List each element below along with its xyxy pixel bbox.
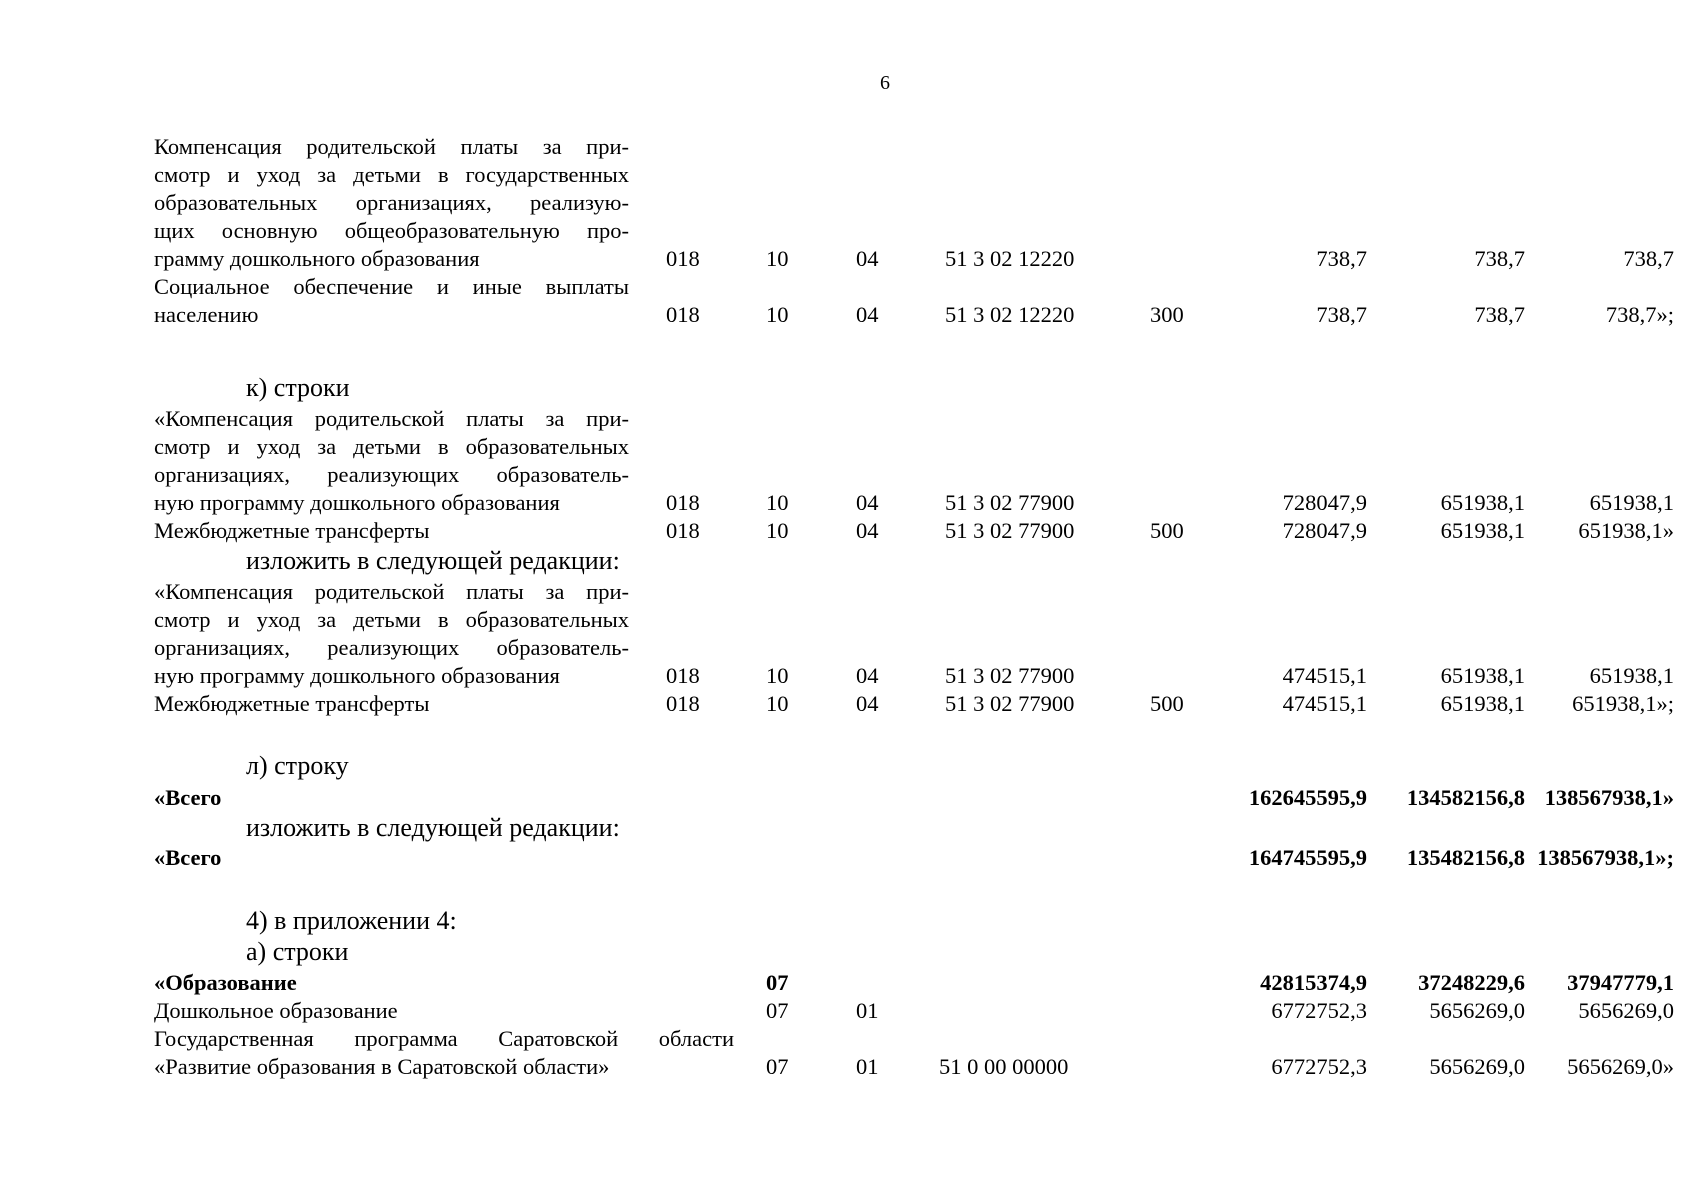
amount-year-2: 5656269,0 — [1429, 998, 1525, 1023]
amount-year-3: 5656269,0 — [1578, 998, 1674, 1023]
total-year-1: 164745595,9 — [1248, 845, 1367, 870]
table-row — [154, 1053, 1674, 1081]
row-name: организациях, реализующих образователь- — [154, 635, 629, 660]
subsection-heading: а) строки — [246, 937, 349, 966]
target-article-code: 51 3 02 77900 — [945, 490, 1075, 515]
section-heading: л) строку — [246, 751, 349, 780]
ved-code: 018 — [666, 246, 700, 271]
subsection-code: 04 — [856, 490, 879, 515]
amount-year-2: 651938,1 — [1440, 518, 1525, 543]
table-row — [154, 489, 1674, 517]
total-row — [154, 784, 1674, 812]
table-row — [154, 997, 1674, 1025]
table-row — [154, 662, 1674, 690]
subsection-code: 04 — [856, 246, 879, 271]
row-name: грамму дошкольного образования — [154, 246, 480, 271]
amount-year-3: 651938,1» — [1578, 518, 1674, 543]
amount-year-2: 37248229,6 — [1418, 970, 1525, 995]
amount-year-2: 651938,1 — [1440, 490, 1525, 515]
amount-year-3: 651938,1»; — [1572, 691, 1674, 716]
table-row — [154, 433, 1674, 461]
target-article-code: 51 3 02 12220 — [945, 302, 1075, 327]
table-row — [154, 273, 1674, 301]
table-row — [154, 690, 1674, 718]
table-row — [154, 578, 1674, 606]
amount-year-3: 5656269,0» — [1567, 1054, 1674, 1079]
amount-year-1: 728047,9 — [1282, 518, 1367, 543]
ved-code: 018 — [666, 691, 700, 716]
row-name: ную программу дошкольного образования — [154, 490, 560, 515]
target-article-code: 51 3 02 12220 — [945, 246, 1075, 271]
target-article-code: 51 0 00 00000 — [939, 1054, 1069, 1079]
section-heading: к) строки — [246, 373, 350, 402]
section-code: 10 — [766, 246, 789, 271]
total-row — [154, 844, 1674, 872]
target-article-code: 51 3 02 77900 — [945, 518, 1075, 543]
amount-year-1: 6772752,3 — [1271, 998, 1367, 1023]
ved-code: 018 — [666, 518, 700, 543]
subsection-code: 04 — [856, 518, 879, 543]
amount-year-2: 738,7 — [1474, 302, 1525, 327]
subsection-code: 01 — [856, 1054, 879, 1079]
table-row — [154, 217, 1674, 245]
section-code: 07 — [766, 998, 789, 1023]
row-name: «Образование — [154, 970, 297, 995]
row-name: «Компенсация родительской платы за при- — [154, 406, 629, 431]
row-name: ную программу дошкольного образования — [154, 663, 560, 688]
amount-year-3: 738,7 — [1623, 246, 1674, 271]
amount-year-3: 738,7»; — [1605, 302, 1674, 327]
section-code: 07 — [766, 970, 789, 995]
expense-type-code: 300 — [1150, 302, 1184, 327]
total-year-2: 135482156,8 — [1406, 845, 1525, 870]
row-name: образовательных организациях, реализую- — [154, 190, 629, 215]
table-row — [154, 301, 1674, 329]
ved-code: 018 — [666, 490, 700, 515]
section-code: 10 — [766, 518, 789, 543]
page-number: 6 — [880, 72, 890, 94]
ved-code: 018 — [666, 663, 700, 688]
section-code: 10 — [766, 490, 789, 515]
table-row — [154, 189, 1674, 217]
section-heading: 4) в приложении 4: — [246, 906, 457, 935]
amount-year-2: 651938,1 — [1440, 663, 1525, 688]
amount-year-2: 5656269,0 — [1429, 1054, 1525, 1079]
row-name: смотр и уход за детьми в образовательных — [154, 607, 629, 632]
section-code: 07 — [766, 1054, 789, 1079]
replace-heading: изложить в следующей редакции: — [246, 813, 620, 842]
section-code: 10 — [766, 691, 789, 716]
row-name: Компенсация родительской платы за при- — [154, 134, 629, 159]
total-label: «Всего — [154, 785, 222, 810]
row-name: смотр и уход за детьми в образовательных — [154, 434, 629, 459]
amount-year-1: 738,7 — [1316, 246, 1367, 271]
replace-heading: изложить в следующей редакции: — [246, 546, 620, 575]
section-code: 10 — [766, 302, 789, 327]
target-article-code: 51 3 02 77900 — [945, 691, 1075, 716]
row-name: Межбюджетные трансферты — [154, 518, 430, 543]
table-row — [154, 461, 1674, 489]
total-year-1: 162645595,9 — [1248, 785, 1367, 810]
amount-year-1: 42815374,9 — [1260, 970, 1367, 995]
amount-year-2: 738,7 — [1474, 246, 1525, 271]
row-name: «Развитие образования в Саратовской области» — [154, 1054, 610, 1079]
subsection-code: 01 — [856, 998, 879, 1023]
subsection-code: 04 — [856, 663, 879, 688]
table-row — [154, 133, 1674, 161]
ved-code: 018 — [666, 302, 700, 327]
amount-year-1: 474515,1 — [1282, 663, 1367, 688]
table-row — [154, 517, 1674, 545]
amount-year-3: 651938,1 — [1589, 663, 1674, 688]
table-row — [154, 245, 1674, 273]
row-name: Социальное обеспечение и иные выплаты — [154, 274, 629, 299]
amount-year-1: 6772752,3 — [1271, 1054, 1367, 1079]
table-row — [154, 634, 1674, 662]
amount-year-3: 651938,1 — [1589, 490, 1674, 515]
amount-year-1: 738,7 — [1316, 302, 1367, 327]
row-name: организациях, реализующих образователь- — [154, 462, 629, 487]
amount-year-1: 728047,9 — [1282, 490, 1367, 515]
row-name: «Компенсация родительской платы за при- — [154, 579, 629, 604]
total-year-2: 134582156,8 — [1406, 785, 1525, 810]
expense-type-code: 500 — [1150, 691, 1184, 716]
row-name: Межбюджетные трансферты — [154, 691, 430, 716]
amount-year-3: 37947779,1 — [1567, 970, 1674, 995]
row-name: населению — [154, 302, 259, 327]
total-year-3: 138567938,1» — [1544, 785, 1674, 810]
section-code: 10 — [766, 663, 789, 688]
amount-year-1: 474515,1 — [1282, 691, 1367, 716]
total-year-3: 138567938,1»; — [1537, 845, 1674, 870]
total-label: «Всего — [154, 845, 222, 870]
amount-year-2: 651938,1 — [1440, 691, 1525, 716]
row-name: Государственная программа Саратовской области — [154, 1026, 734, 1051]
row-name: Дошкольное образование — [154, 998, 398, 1023]
subsection-code: 04 — [856, 302, 879, 327]
table-row — [154, 606, 1674, 634]
target-article-code: 51 3 02 77900 — [945, 663, 1075, 688]
table-row — [154, 161, 1674, 189]
table-row — [154, 1025, 1674, 1053]
subsection-code: 04 — [856, 691, 879, 716]
table-row — [154, 969, 1674, 997]
row-name: смотр и уход за детьми в государственных — [154, 162, 629, 187]
expense-type-code: 500 — [1150, 518, 1184, 543]
table-row — [154, 405, 1674, 433]
row-name: щих основную общеобразовательную про- — [154, 218, 629, 243]
